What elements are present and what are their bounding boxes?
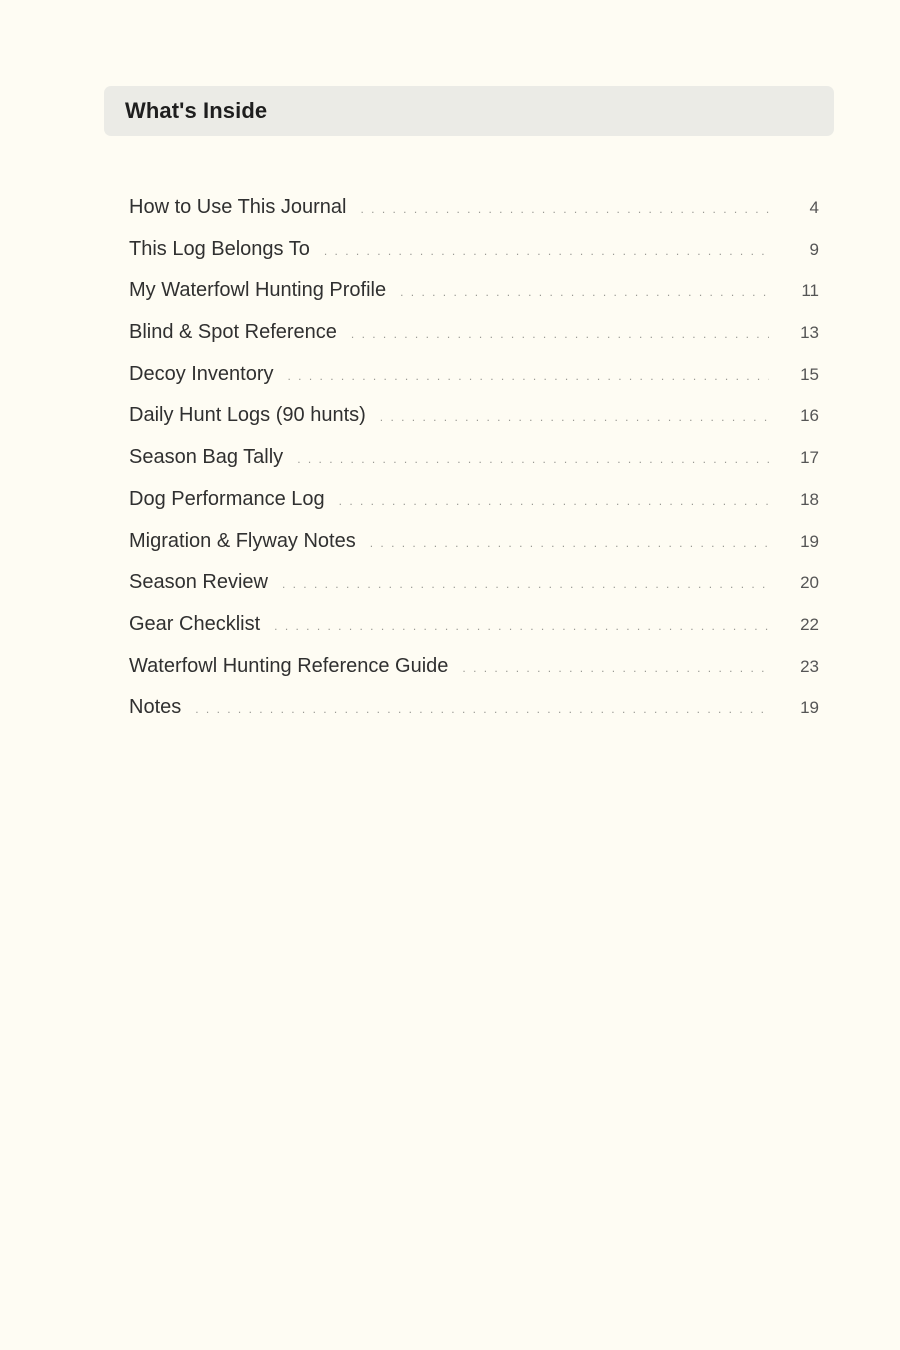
dot-leader [324,231,769,273]
toc-entry-label: Season Review [129,571,268,594]
toc-entry-page: 19 [800,698,819,718]
toc-entry[interactable] [129,479,819,521]
toc-entry-page: 20 [800,573,819,593]
toc-entry[interactable] [129,437,819,479]
dot-leader [282,564,769,606]
toc-entry-label: My Waterfowl Hunting Profile [129,279,387,302]
table-of-contents [129,187,819,729]
toc-entry[interactable] [129,521,819,563]
section-header [104,86,834,136]
toc-entry-label: Daily Hunt Logs (90 hunts) [129,404,366,427]
dot-leader [361,189,770,231]
toc-entry-label: Dog Performance Log [129,487,325,510]
toc-entry-label: Blind & Spot Reference [129,321,337,344]
toc-entry[interactable] [129,687,819,729]
toc-entry[interactable] [129,395,819,437]
dot-leader [297,439,769,481]
dot-leader [380,397,769,439]
dot-leader [370,523,769,565]
toc-entry-page: 16 [800,406,819,426]
dot-leader [351,314,769,356]
toc-entry[interactable] [129,354,819,396]
dot-leader [400,272,769,314]
toc-entry[interactable] [129,270,819,312]
toc-entry-label: This Log Belongs To [129,237,310,260]
toc-entry-page: 9 [809,239,819,259]
toc-entry-page: 17 [800,448,819,468]
dot-leader [274,606,769,648]
page-title: What's Inside [125,98,268,123]
toc-entry-page: 23 [800,656,819,676]
toc-entry-page: 4 [809,198,819,217]
dot-leader [195,689,769,731]
toc-entry-label: Season Bag Tally [129,446,284,469]
toc-entry[interactable] [129,562,819,604]
toc-entry-page: 11 [801,281,819,301]
toc-entry-label: Migration & Flyway Notes [129,529,356,552]
toc-entry-label: Gear Checklist [129,612,261,635]
toc-entry-label: Notes [129,696,182,719]
toc-entry-label: Waterfowl Hunting Reference Guide [129,654,449,677]
toc-entry-label: How to Use This Journal [129,196,347,218]
toc-entry-page: 13 [800,323,819,343]
toc-entry[interactable] [129,604,819,646]
toc-entry-page: 22 [800,614,819,634]
toc-entry[interactable] [129,229,819,271]
toc-entry[interactable] [129,187,819,229]
toc-entry[interactable] [129,646,819,688]
dot-leader [462,648,769,690]
toc-entry[interactable] [129,312,819,354]
dot-leader [339,481,769,523]
dot-leader [288,356,769,398]
toc-entry-page: 19 [800,531,819,551]
toc-entry-label: Decoy Inventory [129,362,274,385]
toc-entry-page: 15 [800,364,819,384]
toc-entry-page: 18 [800,489,819,509]
